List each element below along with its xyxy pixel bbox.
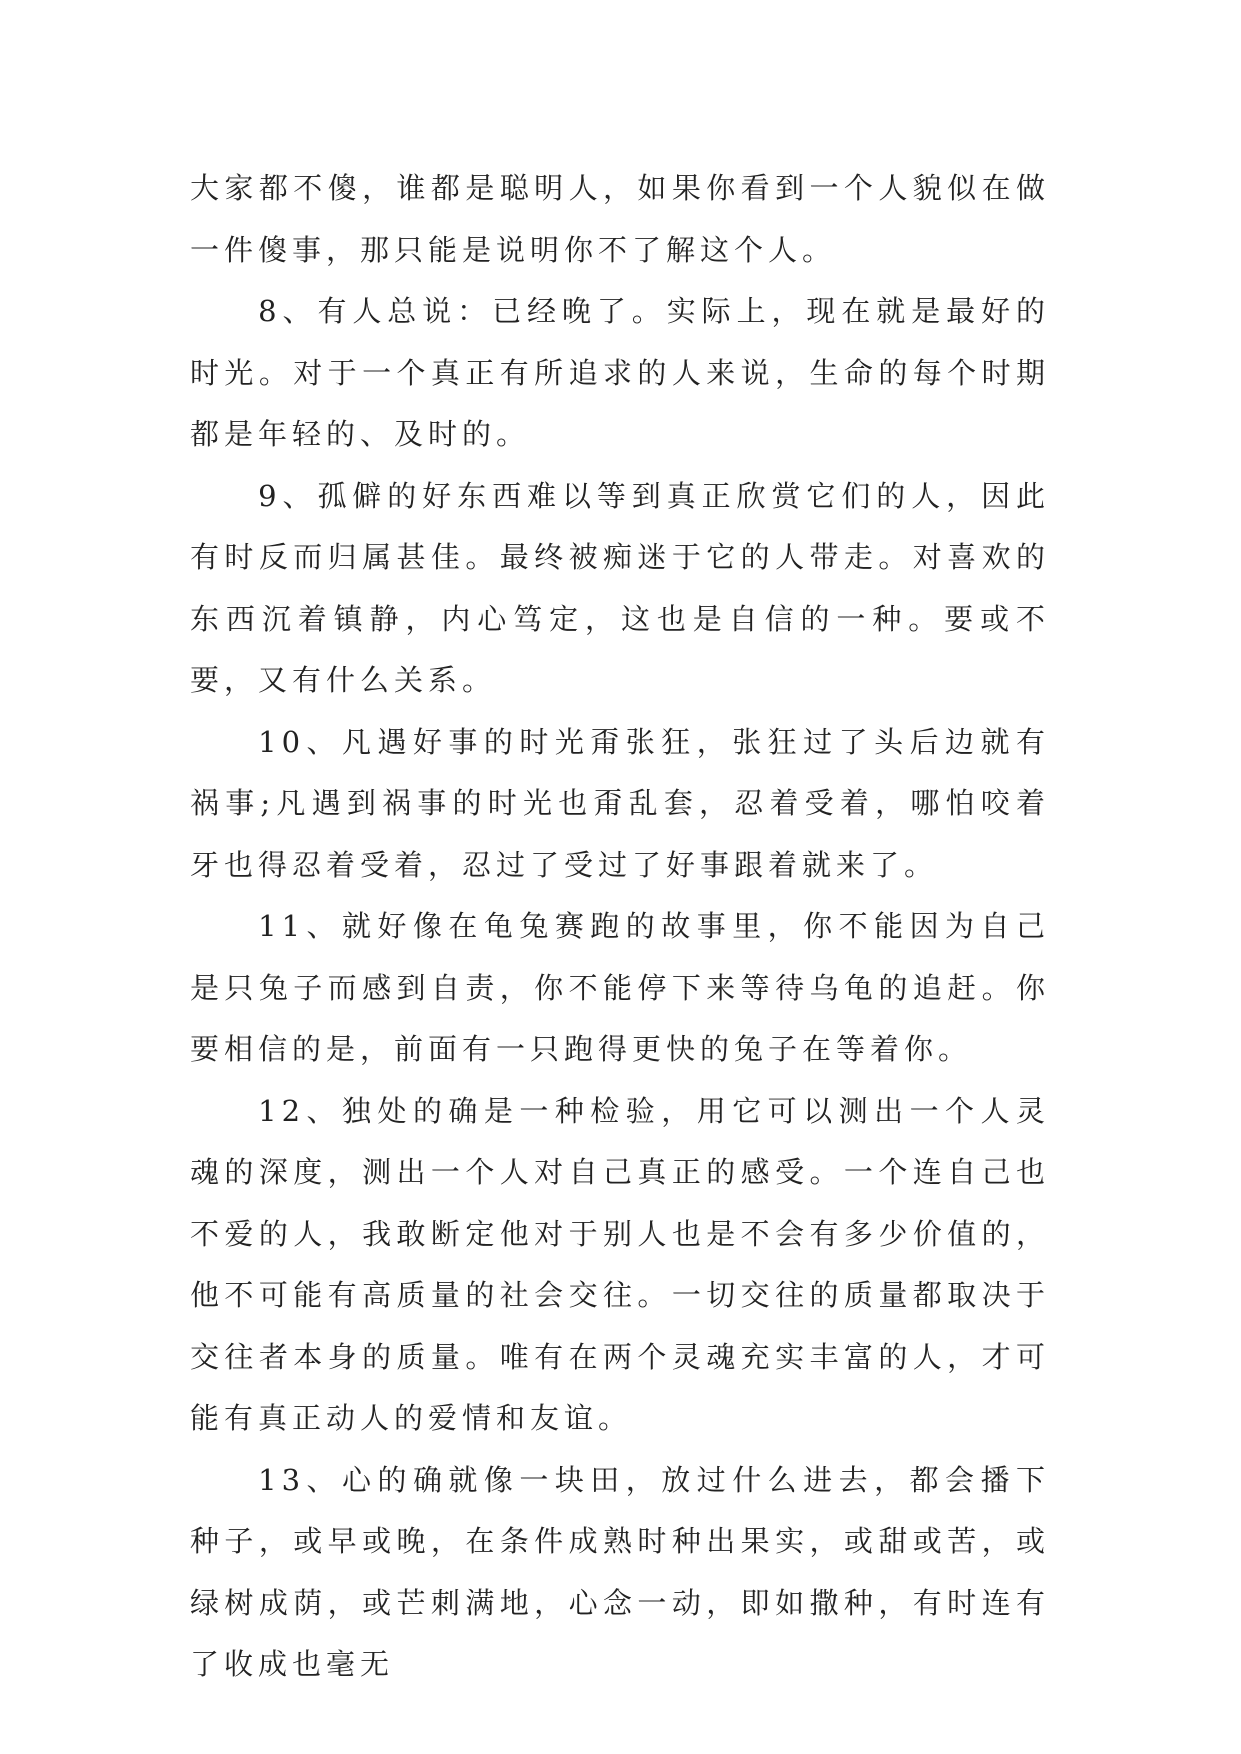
body-text — [190, 158, 1050, 1696]
paragraph-13: 13、心的确就像一块田，放过什么进去，都会播下种子，或早或晚，在条件成熟时种出果实，或甜或苦，或绿树成荫，或芒刺满地，心念一动，即如撒种，有时连有了收成也毫无 — [190, 1462, 1050, 1681]
paragraph-12: 12、独处的确是一种检验，用它可以测出一个人灵魂的深度，测出一个人对自己真正的感受。一个连自己也不爱的人，我敢断定他对于别人也是不会有多少价值的，他不可能有高质量的社会交往。一切交往的质量都取决于交往者本身的质量。唯有在两个灵魂充实丰富的人，才可能有真正动人的爱情和友谊。 — [190, 1093, 1050, 1435]
paragraph-11: 11、就好像在龟兔赛跑的故事里，你不能因为自己是只兔子而感到自责，你不能停下来等待乌龟的追赶。你要相信的是，前面有一只跑得更快的兔子在等着你。 — [190, 909, 1050, 1066]
paragraph-continuation: 大家都不傻，谁都是聪明人，如果你看到一个人貌似在做一件傻事，那只能是说明你不了解这个人。 — [190, 171, 1050, 267]
paragraph-9: 9、孤僻的好东西难以等到真正欣赏它们的人，因此有时反而归属甚佳。最终被痴迷于它的人带走。对喜欢的东西沉着镇静，内心笃定，这也是自信的一种。要或不要，又有什么关系。 — [190, 478, 1050, 697]
paragraph-10: 10、凡遇好事的时光甭张狂，张狂过了头后边就有祸事;凡遇到祸事的时光也甭乱套，忍着受着，哪怕咬着牙也得忍着受着，忍过了受过了好事跟着就来了。 — [190, 724, 1050, 882]
paragraph-8: 8、有人总说：已经晚了。实际上，现在就是最好的时光。对于一个真正有所追求的人来说，生命的每个时期都是年轻的、及时的。 — [190, 294, 1050, 451]
